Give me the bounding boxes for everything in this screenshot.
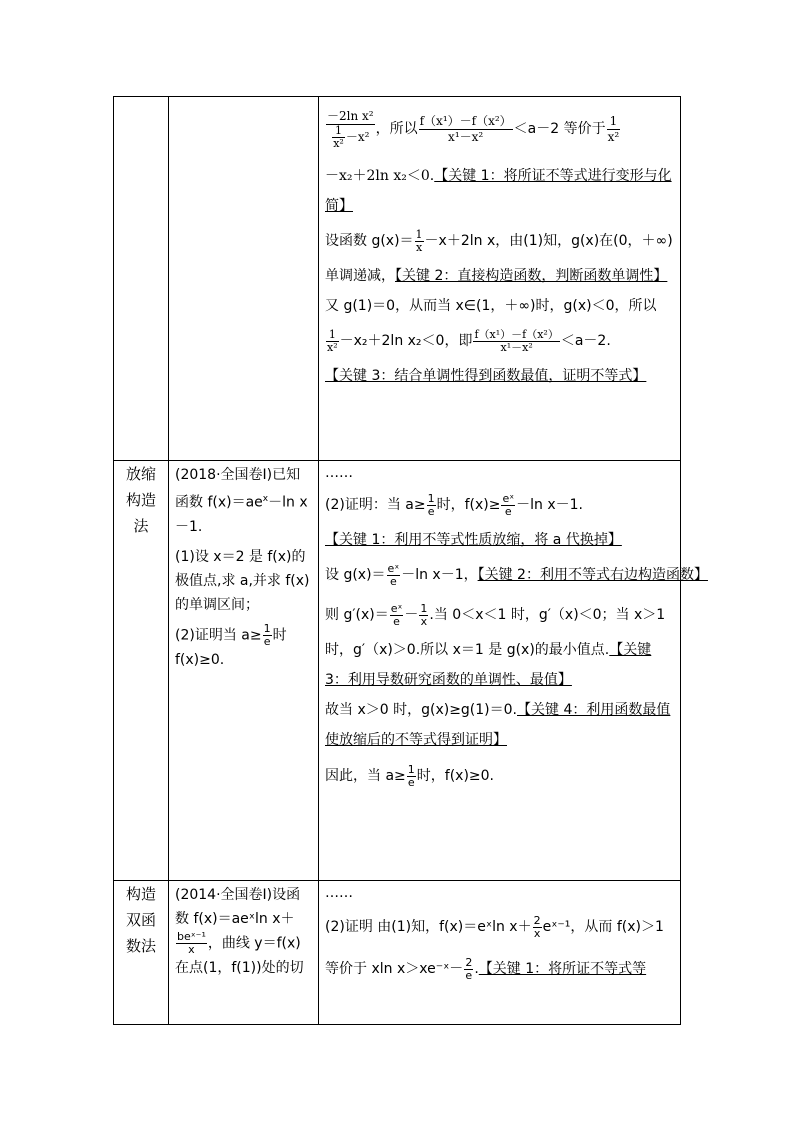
problem-cell: (2018·全国卷Ⅰ)已知函数 $f(x)=ae^x-\ln$ x－1. (1)设 x＝2 是 f(x)的极值点,求 a,并求 f(x)的单调区间； (2)证明当 a≥ $\frac{1}{e}$ 时 f(x)≥0. — [169, 461, 319, 881]
key-note: 【关键 3：利用导数研究函数的单调性、最值】 — [325, 642, 652, 688]
method-table — [113, 96, 708, 1025]
solution-cell: －2ln x² $\frac{1}{\text{x²}}$ －x² ，所以 $\frac{\text{f（x¹）－f（x²）}}{\text{x¹－x²}}$ ＜a－2 等价于 $\frac{1}{\text{x²}}$ －x₂＋2ln x₂＜0.【关键 1：将所证不等式进行变形与化简】 设函数 g(x)＝ $\frac{1}{x}$ －x＋2ln x，由(1)知，g(x)在(0，＋∞) 单调递减，【关键 2：直接构造函数，判断函数单调性】 又 g(1)＝0，从而当 x∈(1，＋∞)时，g(x)＜0，所以 $\frac{1}{\text{x²}}$ －x₂＋2ln x₂＜0，即 $\frac{\text{f（x¹）－f（x²）}}{\text{x¹－x²}}$ ＜a－2. 【关键 3：结合单调性得到函数最值，证明不等式】 — [319, 97, 681, 461]
key-note: 【关键 1：将所证不等式等 — [478, 961, 647, 977]
key-note: 【关键 2：直接构造函数，判断函数单调性】 — [395, 268, 668, 284]
solution-cell: …… (2)证明：当 a≥ $\frac{1}{e}$ 时，f(x)≥ $\frac{\text{eˣ}}{e}$ －ln x－1. 【关键 1：利用不等式性质放缩，将 a 代换掉】 设 g(x)＝ $\frac{\text{eˣ}}{e}$ －ln x－1，【关键 2：利用不等式右边构造函数】 则 g′(x)＝ $\frac{\text{eˣ}}{e}$ － $\frac{1}{x}$ .当 0＜x＜1 时，g′（x)＜0；当 x＞1 时，g′（x)＞0.所以 x＝1 是 g(x)的最小值点.【关键 3：利用导数研究函数的单调性、最值】 故当 x＞0 时，g(x)≥g(1)＝0.【关键 4：利用函数最值使放缩后的不等式得到证明】 因此，当 a≥ $\frac{1}{e}$ 时，f(x)≥0. — [319, 461, 681, 881]
method-cell: 放缩 构造 法 — [114, 461, 169, 881]
method-cell: 构造 双函 数法 — [114, 881, 169, 1025]
problem-cell: (2014·全国卷Ⅰ)设函数 f(x)＝aeˣln x＋ $\frac{\text{beˣ⁻¹}}{x}$ ，曲线 y＝f(x)在点(1，f(1))处的切 — [169, 881, 319, 1025]
key-note: 【关键 1：利用不等式性质放缩，将 a 代换掉】 — [325, 532, 622, 548]
table-row — [114, 461, 681, 881]
key-note: 【关键 4：利用函数最值使放缩后的不等式得到证明】 — [325, 702, 671, 748]
solution-text: －x₂＋2ln x₂＜0.【关键 1：将所证不等式进行变形与化简】 — [325, 168, 672, 214]
method-cell — [114, 97, 169, 461]
solution-cell: …… (2)证明 由(1)知，f(x)＝eˣln x＋ $\frac{2}{x}$ eˣ⁻¹，从而 f(x)＞1 等价于 xln x＞xe⁻ˣ－ $\frac{2}{e}$ .【关键 1：将所证不等式等 — [319, 881, 681, 1025]
key-note: 【关键 3：结合单调性得到函数最值，证明不等式】 — [325, 368, 647, 384]
key-note: 【关键 2：利用不等式右边构造函数】 — [477, 567, 708, 583]
key-note: 【关键 1：将所证不等式进行变形与化简】 — [325, 168, 672, 214]
table-row — [114, 881, 681, 1025]
problem-cell — [169, 97, 319, 461]
table-row — [114, 97, 681, 461]
